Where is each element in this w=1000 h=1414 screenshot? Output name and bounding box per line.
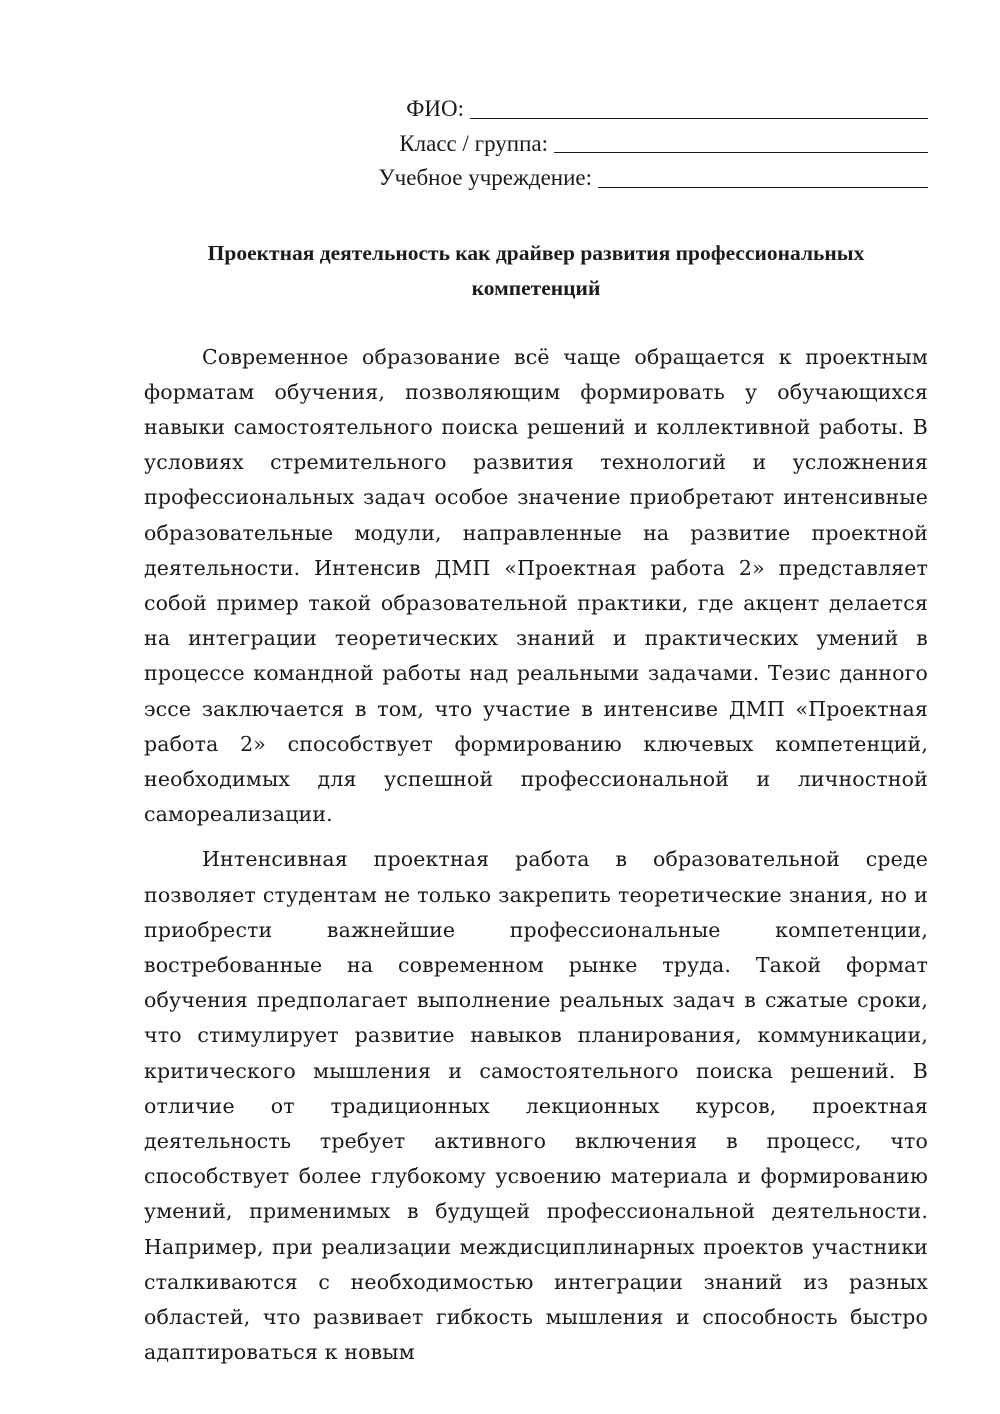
essay-title: Проектная деятельность как драйвер развития профессиональных компетенций xyxy=(207,240,865,300)
school-blank-line[interactable] xyxy=(598,165,928,188)
school-label: Учебное учреждение: xyxy=(378,165,592,190)
paragraph-body: Интенсивная проектная работа в образовательной среде позволяет студентам не только закрепить теоретические знания, но и приобрести важнейшие профессиональные компетенции, востребованные на современном рынке труда. Такой формат обучения предполагает выполнение реальных задач в сжатые сроки, что стимулирует развитие навыков планирования, коммуникации, критического мышления и самостоятельного поиска решений. В отличие от традиционных лекционных курсов, проектная деятельность требует активного включения в процесс, что способствует более глубокому усвоению материала и формированию умений, применимых в будущей профессиональной деятельности. Например, при реализации междисциплинарных проектов участники сталкиваются с необходимостью интеграции знаний из разных областей, что развивает гибкость мышления и способность быстро адаптироваться к новым xyxy=(144,847,928,1365)
document-page xyxy=(144,92,928,1370)
fio-row xyxy=(144,92,928,127)
fio-label: ФИО: xyxy=(406,96,464,121)
student-info-block xyxy=(144,92,928,196)
class-group-blank-line[interactable] xyxy=(554,130,928,153)
school-row xyxy=(144,161,928,196)
fio-blank-line[interactable] xyxy=(470,96,928,119)
paragraph-intro: Современное образование всё чаще обращается к проектным форматам обучения, позволяющим формировать у обучающихся навыки самостоятельного поиска решений и коллективной работы. В условиях стремительного развития технологий и усложнения профессиональных задач особое значение приобретают интенсивные образовательные модули, направленные на развитие проектной деятельности. Интенсив ДМП «Проектная работа 2» представляет собой пример такой образовательной практики, где акцент делается на интеграции теоретических знаний и практических умений в процессе командной работы над реальными задачами. Тезис данного эссе заключается в том, что участие в интенсиве ДМП «Проектная работа 2» способствует формированию ключевых компетенций, необходимых для успешной профессиональной и личностной самореализации. xyxy=(144,344,928,827)
class-group-row xyxy=(144,127,928,162)
class-group-label: Класс / группа: xyxy=(399,130,548,156)
